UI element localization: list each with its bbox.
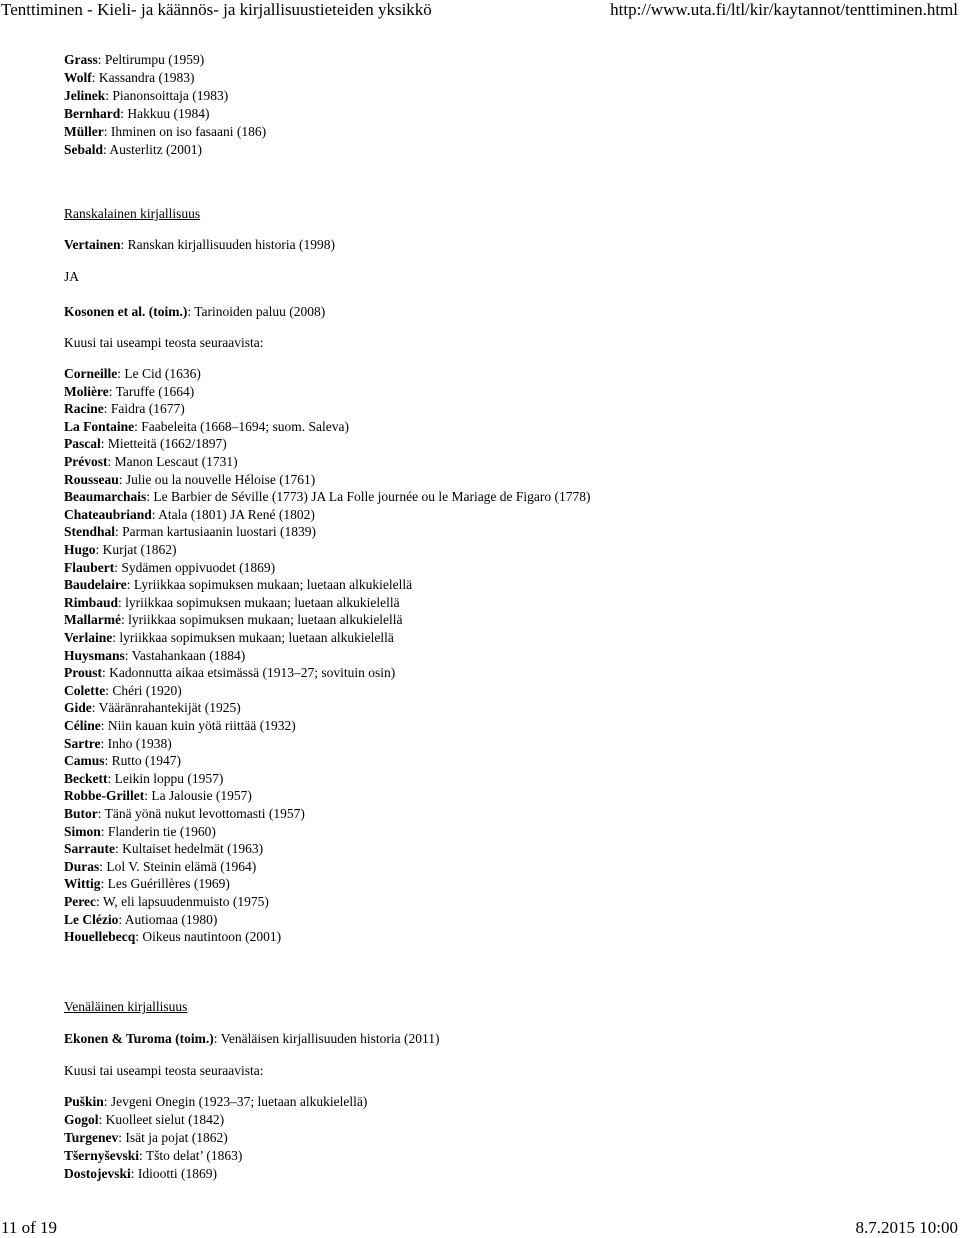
author: Le Clézio (64, 911, 119, 927)
list-item: Bernhard: Hakkuu (1984) (64, 106, 210, 121)
list-item: Corneille: Le Cid (1636) (64, 366, 201, 381)
author: Müller (64, 124, 104, 139)
work: Jevgeni Onegin (1923–37; luetaan alkukielellä) (110, 1094, 368, 1109)
list-item: Prévost: Manon Lescaut (1731) (64, 454, 238, 469)
author: Camus (64, 753, 105, 769)
list-item: Proust: Kadonnutta aikaa etsimässä (1913–27; sovituin osin) (64, 665, 396, 681)
list-item: Céline: Niin kauan kuin yötä riittää (1932) (64, 718, 296, 733)
work: Isät ja pojat (1862) (125, 1130, 228, 1145)
list-item: Duras: Lol V. Steinin elämä (1964) (64, 858, 257, 874)
russian-choose-instruction: Kuusi tai useampi teosta seuraavista: (64, 1063, 264, 1078)
author: Butor (64, 806, 98, 821)
work: Ranskan kirjallisuuden historia (1998) (127, 237, 335, 252)
work: Autiomaa (1980) (124, 911, 218, 927)
work: Pianonsoittaja (1983) (112, 88, 229, 103)
list-item: Chateaubriand: Atala (1801) JA René (1802) (64, 506, 315, 522)
french-choose-instruction: Kuusi tai useampi teosta seuraavista: (64, 335, 264, 350)
work: Ihminen on iso fasaani (186) (110, 124, 267, 139)
work: Sydämen oppivuodet (1869) (121, 559, 276, 575)
list-item: Wolf: Kassandra (1983) (64, 70, 195, 85)
author: Dostojevski (64, 1166, 131, 1181)
work: Venäläisen kirjallisuuden historia (2011) (220, 1031, 440, 1046)
french-required-1: Vertainen: Ranskan kirjallisuuden historia (1998) (64, 237, 335, 252)
author: Sartre (64, 735, 101, 751)
list-item: Rimbaud: lyriikkaa sopimuksen mukaan; luetaan alkukielellä (64, 594, 400, 610)
list-item: Gide: Vääränrahantekijät (1925) (64, 700, 241, 716)
work: Kurjat (1862) (102, 542, 177, 557)
work: W, eli lapsuudenmuisto (1975) (102, 894, 269, 909)
author: Proust (64, 665, 103, 681)
work: Kassandra (1983) (98, 70, 195, 85)
work: Vastahankaan (1884) (131, 647, 246, 663)
print-footer (0, 1218, 960, 1238)
author: Molière (64, 383, 109, 399)
author: Puškin (64, 1094, 104, 1109)
russian-required-1: Ekonen & Turoma (toim.): Venäläisen kirjallisuuden historia (2011) (64, 1031, 440, 1046)
work: Kadonnutta aikaa etsimässä (1913–27; sovituin osin) (109, 665, 396, 681)
author: Bernhard (64, 106, 121, 121)
page-title: Tenttiminen - Kieli- ja käännös- ja kirjallisuustieteiden yksikkö (1, 0, 432, 19)
author: Verlaine (64, 630, 113, 645)
work: Le Barbier de Séville (1773) JA La Folle journée ou le Mariage de Figaro (1778) (153, 489, 591, 505)
work: Manon Lescaut (1731) (114, 454, 238, 469)
list-item: Rousseau: Julie ou la nouvelle Héloise (1761) (64, 471, 316, 487)
author: Wolf (64, 70, 92, 85)
list-item: Le Clézio: Autiomaa (1980) (64, 911, 218, 927)
russian-section-heading[interactable]: Venäläinen kirjallisuus (64, 999, 188, 1014)
author: Duras (64, 858, 100, 874)
list-item: Tšernyševski: Tšto delat’ (1863) (64, 1148, 243, 1163)
author: Turgenev (64, 1130, 119, 1145)
list-item: Baudelaire: Lyriikkaa sopimuksen mukaan; luetaan alkukielellä (64, 577, 413, 593)
author: Racine (64, 401, 104, 417)
work: Faabeleita (1668–1694; suom. Saleva) (141, 418, 349, 434)
author: Gogol (64, 1112, 99, 1127)
list-item: Grass: Peltirumpu (1959) (64, 52, 205, 67)
list-item: Wittig: Les Guérillères (1969) (64, 876, 230, 892)
work: Lyriikkaa sopimuksen mukaan; luetaan alkukielellä (133, 577, 413, 593)
author: Corneille (64, 366, 118, 381)
author: Tšernyševski (64, 1148, 140, 1163)
print-timestamp: 8.7.2015 10:00 (855, 1218, 958, 1237)
list-item: Sebald: Austerlitz (2001) (64, 142, 203, 157)
work: Taruffe (1664) (115, 383, 195, 399)
list-item: Perec: W, eli lapsuudenmuisto (1975) (64, 894, 269, 909)
list-item: Molière: Taruffe (1664) (64, 383, 195, 399)
work: Rutto (1947) (111, 753, 182, 769)
work: Kuolleet sielut (1842) (105, 1112, 225, 1127)
author: Ekonen & Turoma (toim.) (64, 1031, 214, 1046)
work: Hakkuu (1984) (127, 106, 210, 121)
work: Atala (1801) JA René (1802) (158, 506, 315, 522)
list-item: Simon: Flanderin tie (1960) (64, 823, 216, 839)
list-item: Huysmans: Vastahankaan (1884) (64, 647, 246, 663)
work: Flanderin tie (1960) (107, 823, 216, 839)
author: Mallarmé (64, 612, 121, 628)
list-item: Puškin: Jevgeni Onegin (1923–37; luetaan alkukielellä) (64, 1094, 368, 1109)
list-item: Sartre: Inho (1938) (64, 735, 172, 751)
work: lyriikkaa sopimuksen mukaan; luetaan alkukielellä (128, 612, 403, 628)
author: Rousseau (64, 471, 119, 487)
work: Les Guérillères (1969) (107, 876, 230, 892)
list-item: Pascal: Mietteitä (1662/1897) (64, 436, 227, 452)
list-item: La Fontaine: Faabeleita (1668–1694; suom. Saleva) (64, 418, 349, 434)
list-item: Colette: Chéri (1920) (64, 682, 182, 698)
author: Beaumarchais (64, 489, 147, 505)
french-section-heading[interactable]: Ranskalainen kirjallisuus (64, 206, 201, 221)
author: Flaubert (64, 559, 115, 575)
work: Niin kauan kuin yötä riittää (1932) (107, 718, 296, 733)
author: Rimbaud (64, 594, 119, 610)
author: Kosonen et al. (toim.) (64, 304, 188, 319)
author: Chateaubriand (64, 506, 152, 522)
work: Vääränrahantekijät (1925) (98, 700, 241, 716)
list-item: Houellebecq: Oikeus nautintoon (2001) (64, 929, 282, 945)
work: Kultaiset hedelmät (1963) (122, 841, 264, 857)
work: Mietteitä (1662/1897) (107, 436, 227, 452)
work: Idiootti (1869) (137, 1166, 218, 1181)
author: La Fontaine (64, 418, 135, 434)
work: Parman kartusiaanin luostari (1839) (122, 524, 316, 540)
list-item: Sarraute: Kultaiset hedelmät (1963) (64, 841, 264, 857)
page-number: 11 of 19 (1, 1218, 58, 1237)
work: Tänä yönä nukut levottomasti (1957) (104, 806, 305, 821)
author: Houellebecq (64, 929, 136, 945)
work: La Jalousie (1957) (151, 788, 252, 804)
author: Baudelaire (64, 577, 127, 593)
work: Le Cid (1636) (124, 366, 201, 381)
author: Huysmans (64, 647, 125, 663)
work: Leikin loppu (1957) (114, 770, 224, 786)
work: Chéri (1920) (112, 682, 182, 698)
list-item: Stendhal: Parman kartusiaanin luostari (1839) (64, 524, 316, 540)
work: Peltirumpu (1959) (104, 52, 205, 67)
list-item: Hugo: Kurjat (1862) (64, 542, 177, 557)
work: lyriikkaa sopimuksen mukaan; luetaan alkukielellä (119, 630, 394, 645)
author: Jelinek (64, 88, 106, 103)
work: Lol V. Steinin elämä (1964) (106, 858, 257, 874)
list-item: Beckett: Leikin loppu (1957) (64, 770, 224, 786)
author: Sebald (64, 142, 104, 157)
author: Pascal (64, 436, 101, 452)
list-item: Gogol: Kuolleet sielut (1842) (64, 1112, 225, 1127)
work: Austerlitz (2001) (109, 142, 203, 157)
work: lyriikkaa sopimuksen mukaan; luetaan alkukielellä (125, 594, 400, 610)
work: Oikeus nautintoon (2001) (142, 929, 282, 945)
list-item: Müller: Ihminen on iso fasaani (186) (64, 124, 267, 139)
list-item: Camus: Rutto (1947) (64, 753, 182, 769)
work: Tšto delat’ (1863) (145, 1148, 243, 1163)
page-url: http://www.uta.fi/ltl/kir/kaytannot/tenttiminen.html (610, 0, 958, 19)
author: Céline (64, 718, 101, 733)
author: Perec (64, 894, 96, 909)
author: Beckett (64, 770, 108, 786)
french-and: JA (64, 269, 80, 284)
list-item: Verlaine: lyriikkaa sopimuksen mukaan; luetaan alkukielellä (64, 630, 394, 645)
list-item: Flaubert: Sydämen oppivuodet (1869) (64, 559, 276, 575)
list-item: Racine: Faidra (1677) (64, 401, 185, 417)
print-header (0, 0, 960, 20)
list-item: Turgenev: Isät ja pojat (1862) (64, 1130, 228, 1145)
list-item: Dostojevski: Idiootti (1869) (64, 1166, 218, 1181)
author: Robbe-Grillet (64, 788, 145, 804)
author: Hugo (64, 542, 96, 557)
work: Faidra (1677) (110, 401, 185, 417)
author: Grass (64, 52, 98, 67)
list-item: Robbe-Grillet: La Jalousie (1957) (64, 788, 252, 804)
work: Tarinoiden paluu (2008) (194, 304, 326, 319)
author: Prévost (64, 454, 108, 469)
french-required-2: Kosonen et al. (toim.): Tarinoiden paluu (2008) (64, 304, 326, 319)
author: Vertainen (64, 237, 121, 252)
author: Stendhal (64, 524, 116, 540)
author: Simon (64, 823, 101, 839)
author: Sarraute (64, 841, 115, 857)
list-item: Mallarmé: lyriikkaa sopimuksen mukaan; luetaan alkukielellä (64, 612, 403, 628)
work: Julie ou la nouvelle Héloise (1761) (125, 471, 316, 487)
author: Gide (64, 700, 92, 716)
author: Wittig (64, 876, 101, 892)
list-item: Butor: Tänä yönä nukut levottomasti (1957) (64, 806, 305, 821)
work: Inho (1938) (107, 735, 172, 751)
author: Colette (64, 682, 106, 698)
list-item: Jelinek: Pianonsoittaja (1983) (64, 88, 229, 103)
list-item: Beaumarchais: Le Barbier de Séville (1773) JA La Folle journée ou le Mariage de Figaro (1778) (64, 489, 591, 505)
